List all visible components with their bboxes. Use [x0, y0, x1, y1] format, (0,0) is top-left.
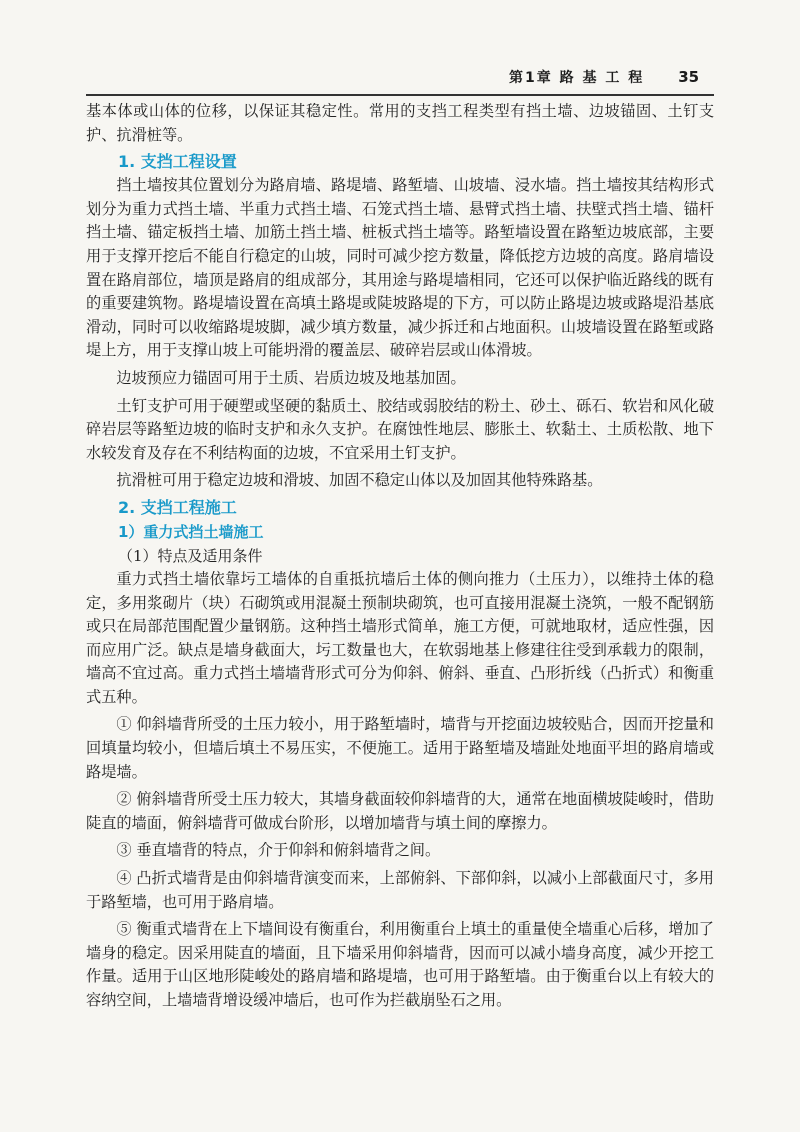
page-body: [86, 100, 714, 1013]
section-heading-1: 1. 支挡工程设置: [118, 152, 237, 172]
subsection-heading: 1）重力式挡土墙施工: [118, 522, 264, 541]
page-number: 35: [678, 68, 700, 86]
body-paragraph: 土钉支护可用于硬塑或坚硬的黏质土、胶结或弱胶结的粉土、砂土、砾石、软岩和风化破碎岩层等路堑边坡的临时支护和永久支护。在腐蚀性地层、膨胀土、软黏土、土质松散、地下水较发育及存在不利结构面的边坡，不宜采用土钉支护。: [86, 396, 714, 462]
chapter-title: 第1章 路 基 工 程: [509, 70, 645, 86]
running-header: [509, 61, 699, 93]
body-paragraph: 重力式挡土墙依靠圬工墙体的自重抵抗墙后土体的侧向推力（土压力），以维持土体的稳定，多用浆砌片（块）石砌筑或用混凝土预制块砌筑，也可直接用混凝土浇筑，一般不配钢筋或只在局部范围配置少量钢筋。这种挡土墙形式简单，施工方便，可就地取材，适应性强，因而应用广泛。缺点是墙身截面大，圬工数量也大，在软弱地基上修建往往受到承载力的限制，墙高不宜过高。重力式挡土墙墙背形式可分为仰斜、俯斜、垂直、凸形折线（凸折式）和衡重式五种。: [86, 569, 714, 706]
intro-paragraph: 基本体或山体的位移，以保证其稳定性。常用的支挡工程类型有挡土墙、边坡锚固、土钉支护、抗滑桩等。: [86, 102, 714, 144]
list-paragraph: ④ 凸折式墙背是由仰斜墙背演变而来，上部俯斜、下部仰斜，以减小上部截面尺寸，多用于路堑墙，也可用于路肩墙。: [86, 869, 714, 911]
list-paragraph: ⑤ 衡重式墙背在上下墙间设有衡重台，利用衡重台上填土的重量使全墙重心后移，增加了墙身的稳定。因采用陡直的墙面，且下墙采用仰斜墙背，因而可以减小墙身高度，减少开挖工作量。适用于山区地形陡峻处的路肩墙和路堤墙，也可用于路堑墙。由于衡重台以上有较大的容纳空间，上墙墙背增设缓冲墙后，也可作为拦截崩坠石之用。: [86, 920, 714, 1009]
list-paragraph: ② 俯斜墙背所受土压力较大，其墙身截面较仰斜墙背的大，通常在地面横坡陡峻时，借助陡直的墙面，俯斜墙背可做成台阶形，以增加墙背与填土间的摩擦力。: [86, 790, 714, 832]
section-heading-2: 2. 支挡工程施工: [118, 497, 237, 517]
header-rule: [86, 94, 714, 96]
list-paragraph: ③ 垂直墙背的特点，介于仰斜和俯斜墙背之间。: [116, 841, 441, 860]
body-paragraph: 抗滑桩可用于稳定边坡和滑坡、加固不稳定山体以及加固其他特殊路基。: [116, 471, 603, 490]
body-paragraph: 边坡预应力锚固可用于土质、岩质边坡及地基加固。: [116, 368, 466, 387]
item-label: （1）特点及适用条件: [118, 546, 263, 565]
body-paragraph: 挡土墙按其位置划分为路肩墙、路堤墙、路堑墙、山坡墙、浸水墙。挡土墙按其结构形式划分为重力式挡土墙、半重力式挡土墙、石笼式挡土墙、悬臂式挡土墙、扶壁式挡土墙、锚杆挡土墙、锚定板挡土墙、加筋土挡土墙、桩板式挡土墙等。路堑墙设置在路堑边坡底部，主要用于支撑开挖后不能自行稳定的山坡，同时可减少挖方数量，降低挖方边坡的高度。路肩墙设置在路肩部位，墙顶是路肩的组成部分，其用途与路堤墙相同，它还可以保护临近路线的既有的重要建筑物。路堤墙设置在高填土路堤或陡坡路堤的下方，可以防止路堤边坡或路堤沿基底滑动，同时可以收缩路堤坡脚，减少填方数量，减少拆迁和占地面积。山坡墙设置在路堑或路堤上方，用于支撑山坡上可能坍滑的覆盖层、破碎岩层或山体滑坡。: [86, 176, 714, 360]
list-paragraph: ① 仰斜墙背所受的土压力较小，用于路堑墙时，墙背与开挖面边坡较贴合，因而开挖量和回填量均较小，但墙后填土不易压实，不便施工。适用于路堑墙及墙趾处地面平坦的路肩墙或路堤墙。: [86, 715, 714, 781]
